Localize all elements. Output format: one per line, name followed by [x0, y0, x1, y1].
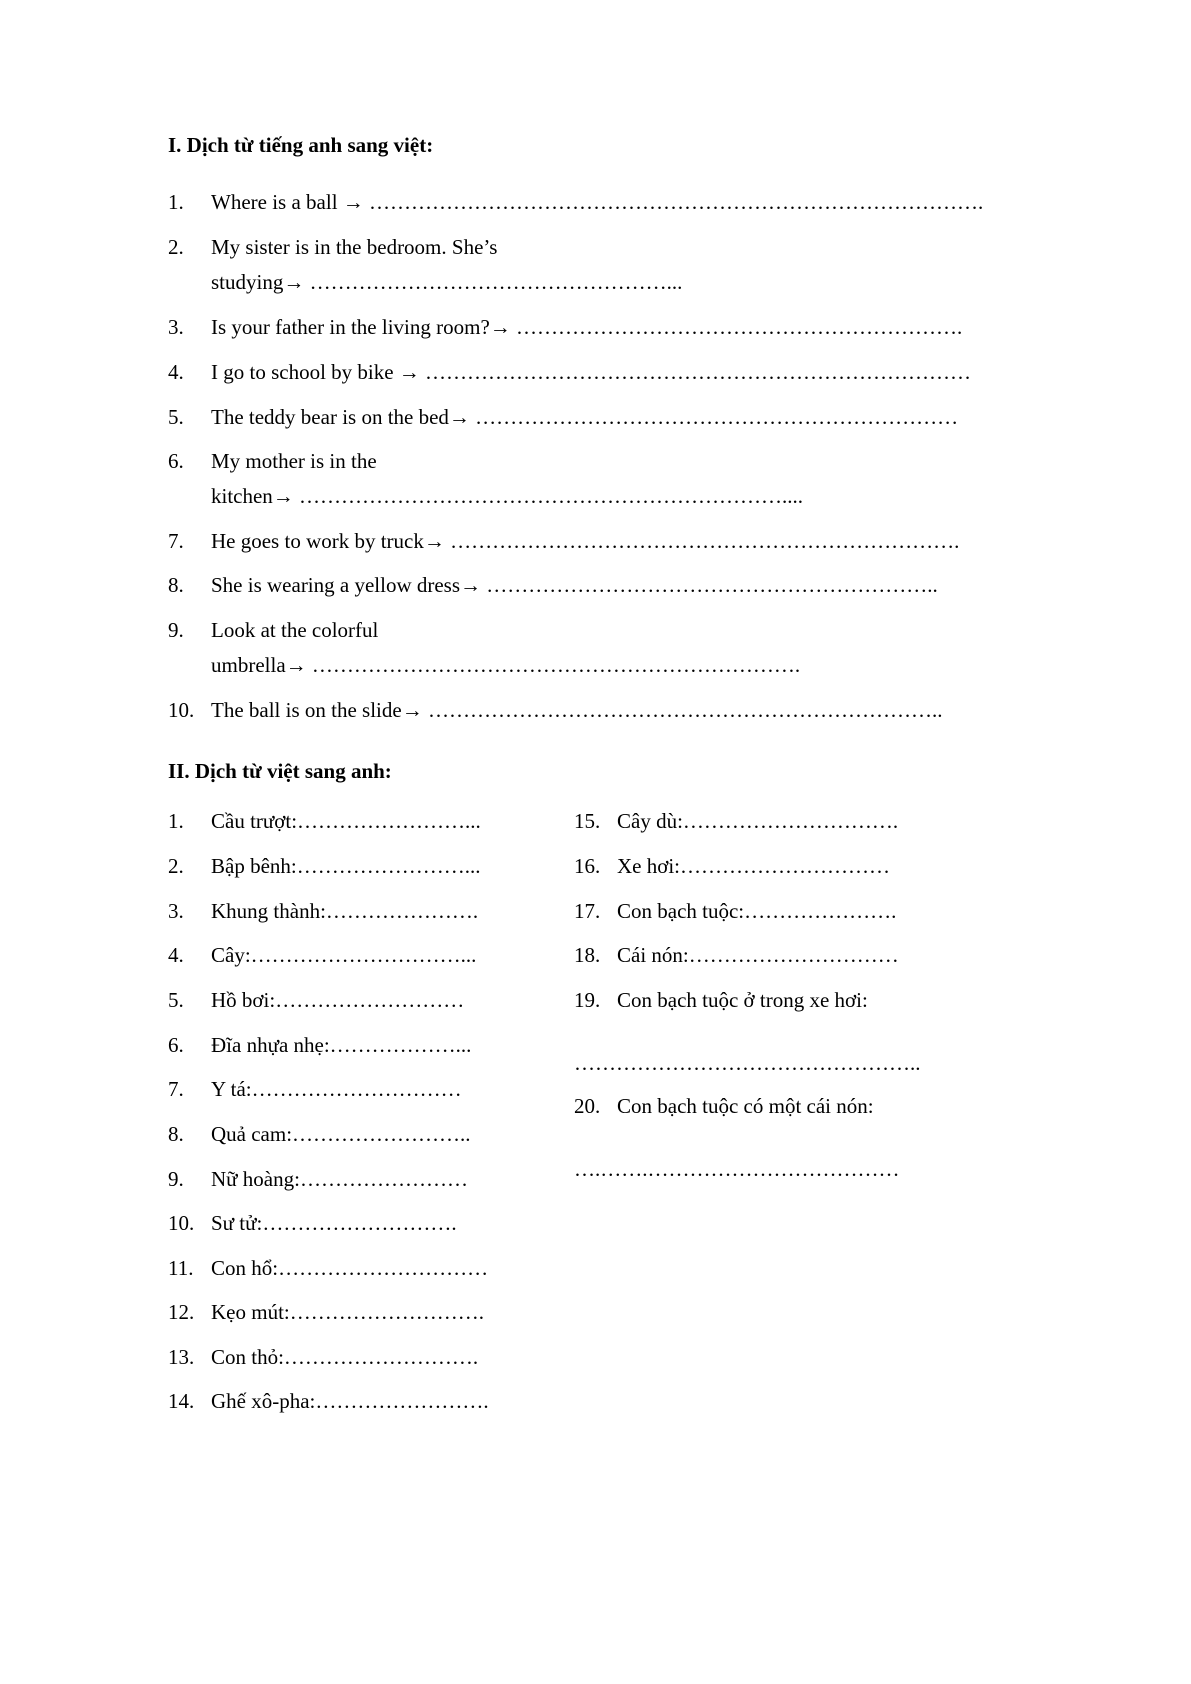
item-text: Xe hơi:…………………………: [617, 854, 891, 878]
item-text: The ball is on the slide→ ………………………………………………………………..: [211, 698, 943, 722]
item-text-continuation: kitchen→ ……………………………………………………………....: [211, 484, 804, 508]
item-number: 10.: [168, 698, 195, 722]
item-number: 14.: [168, 1389, 195, 1413]
item-number: 10.: [168, 1211, 195, 1235]
item-number: 8.: [168, 1122, 184, 1146]
item-text: Cây:…………………………...: [211, 943, 477, 967]
item-number: 5.: [168, 405, 184, 429]
item-text: Hồ bơi:………………………: [211, 988, 465, 1012]
item-text: Khung thành:………………….: [211, 899, 479, 923]
item-text: Nữ hoàng:……………………: [211, 1167, 468, 1191]
item-text: Cầu trượt:……………………...: [211, 809, 481, 833]
item-text: Y tá:…………………………: [211, 1077, 462, 1101]
item-number: 6.: [168, 1033, 184, 1057]
item-text: Ghế xô-pha:…………………….: [211, 1389, 489, 1413]
item-text: She is wearing a yellow dress→ ………………………………………………………..: [211, 573, 938, 597]
section-2-item-19-answer-line: …………………………………………..: [574, 1051, 921, 1075]
item-text: Đĩa nhựa nhẹ:………………...: [211, 1033, 472, 1057]
section-2-title: II. Dịch từ việt sang anh:: [168, 759, 392, 783]
item-number: 12.: [168, 1300, 195, 1324]
section-1-title: I. Dịch từ tiếng anh sang việt:: [168, 133, 434, 157]
item-text: My mother is in the: [211, 449, 377, 473]
item-number: 4.: [168, 360, 184, 384]
item-text: Quả cam:……………………..: [211, 1122, 471, 1146]
item-text: Is your father in the living room?→ ……………………………………………………….: [211, 315, 963, 339]
item-number: 5.: [168, 988, 184, 1012]
item-text: Look at the colorful: [211, 618, 379, 642]
item-text: Cái nón:…………………………: [617, 943, 899, 967]
item-number: 2.: [168, 854, 184, 878]
item-number: 9.: [168, 1167, 184, 1191]
item-text: My sister is in the bedroom. She’s: [211, 235, 498, 259]
item-number: 1.: [168, 809, 184, 833]
item-number: 7.: [168, 529, 184, 553]
item-text-continuation: studying→ ……………………………………………...: [211, 270, 683, 294]
item-text: Con thỏ:……………………….: [211, 1345, 479, 1369]
item-text: Sư tử:……………………….: [211, 1211, 457, 1235]
item-text: Where is a ball → …………………………………………………………………………….: [211, 190, 984, 214]
item-text: Kẹo mút:……………………….: [211, 1300, 484, 1324]
item-text: The teddy bear is on the bed→ ……………………………………………………………: [211, 405, 959, 429]
item-text-continuation: umbrella→ …………………………………………………………….: [211, 653, 801, 677]
section-2-item-20-answer-line: ….…….………………………………: [574, 1157, 900, 1181]
item-text: Bập bênh:……………………...: [211, 854, 481, 878]
item-number: 2.: [168, 235, 184, 259]
item-text: Con bạch tuộc ở trong xe hơi:: [617, 988, 868, 1012]
item-number: 4.: [168, 943, 184, 967]
item-number: 3.: [168, 315, 184, 339]
item-number: 16.: [574, 854, 601, 878]
item-number: 1.: [168, 190, 184, 214]
item-number: 20.: [574, 1094, 601, 1118]
item-text: Con bạch tuộc:………………….: [617, 899, 897, 923]
item-number: 7.: [168, 1077, 184, 1101]
item-number: 17.: [574, 899, 601, 923]
item-number: 19.: [574, 988, 601, 1012]
item-number: 6.: [168, 449, 184, 473]
item-number: 15.: [574, 809, 601, 833]
item-text: Con bạch tuộc có một cái nón:: [617, 1094, 874, 1118]
item-number: 18.: [574, 943, 601, 967]
item-number: 11.: [168, 1256, 194, 1280]
item-text: Con hổ:…………………………: [211, 1256, 489, 1280]
item-text: Cây dù:………………………….: [617, 809, 899, 833]
item-number: 13.: [168, 1345, 195, 1369]
item-number: 9.: [168, 618, 184, 642]
item-text: I go to school by bike → ……………………………………………………………………: [211, 360, 972, 384]
item-number: 3.: [168, 899, 184, 923]
item-number: 8.: [168, 573, 184, 597]
item-text: He goes to work by truck→ ……………………………………………………………….: [211, 529, 960, 553]
